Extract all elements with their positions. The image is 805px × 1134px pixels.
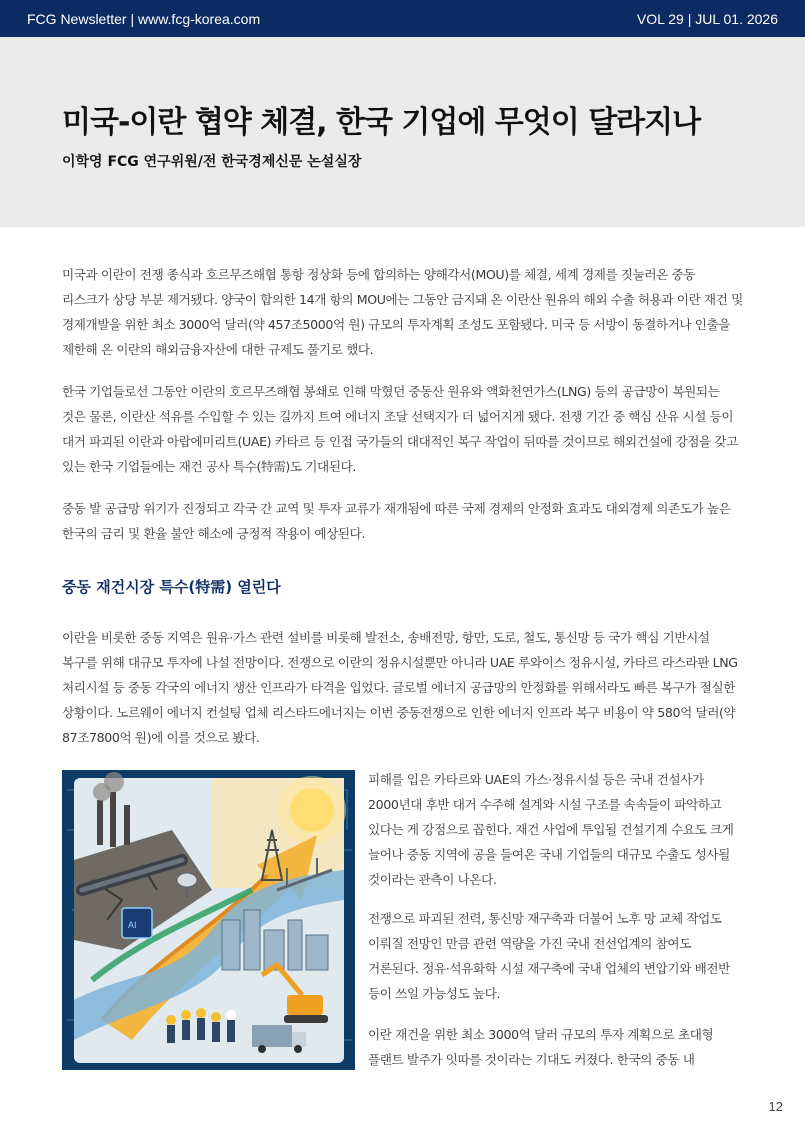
side-paragraph-2: 전쟁으로 파괴된 전력, 통신망 재구축과 더불어 노후 망 교체 작업도 이뤄질 전망인 만큼 관련 역량을 가진 국내 전선업계의 참여도 거론된다. 정유·석유화학 시설 재구축에 국내 업체의 변압기와 배전반 등이 쓰일 가능성도 높다. [368, 911, 730, 1001]
newsletter-site-label: FCG Newsletter | www.fcg-korea.com [27, 11, 261, 27]
illustration-svg [62, 770, 355, 1070]
page-number: 12 [768, 1099, 783, 1114]
issue-info: VOL 29 | JUL 01. 2026 [636, 11, 778, 27]
ai-chip-label: AI [128, 920, 137, 930]
body-paragraph-4: 이란을 비롯한 중동 지역은 원유·가스 관련 설비를 비롯해 발전소, 송배전망, 항만, 도로, 철도, 통신망 등 국가 핵심 기반시설 복구를 위해 대규모 투자에 나설 전망이다. 전쟁으로 이란의 정유시설뿐만 아니라 UAE 루와이스 정유시설, 카타르 라스라판 LNG 처리시설 등 중동 각국의 에너지 생산 인프라가 타격을 입었다. 글로벌 에너지 공급망의 안정화를 위해서라도 빠른 복구가 절실한 상황이다. 노르웨이 에너지 컨설팅 업체 리스타드에너지는 이번 중동전쟁으로 인한 에너지 인프라 복구 비용이 약 580억 달러(약 87조7800억 원)에 이를 것으로 봤다. [62, 630, 738, 745]
article-title: 미국-이란 협약 체결, 한국 기업에 무엇이 달라지나 [62, 105, 701, 140]
side-paragraph-3: 이란 재건을 위한 최소 3000억 달러 규모의 투자 계획으로 초대형 플랜트 발주가 잇따를 것이라는 기대도 커졌다. 한국의 중동 내 [368, 1027, 714, 1067]
body-paragraph-1: 미국과 이란이 전쟁 종식과 호르무즈해협 통항 정상화 등에 합의하는 양해각서(MOU)를 체결, 세계 경제를 짓눌러온 중동 리스크가 상당 부분 제거됐다. 양국이 합의한 14개 항의 MOU에는 그동안 금지돼 온 이란산 원유의 해외 수출 허용과 이란 재건 및 경제개발을 위한 최소 3000억 달러(약 457조5000억 원) 규모의 투자계획 조성도 포함됐다. 미국 등 서방이 동결하거나 인출을 제한해 온 이란의 해외금융자산에 대한 규제도 풀기로 했다. [62, 267, 743, 357]
title-banner [0, 37, 805, 227]
newsletter-header-bar [0, 0, 805, 37]
article-author: 이학영 FCG 연구위원/전 한국경제신문 논설실장 [62, 154, 362, 170]
section-heading: 중동 재건시장 특수(特需) 열린다 [62, 578, 281, 596]
body-paragraph-3: 중동 발 공급망 위기가 진정되고 각국 간 교역 및 투자 교류가 재개됨에 따른 국제 경제의 안정화 효과도 대외경제 의존도가 높은 한국의 금리 및 환율 불안 해소에 긍정적 작용이 예상된다. [62, 501, 731, 541]
reconstruction-illustration [62, 770, 355, 1070]
body-paragraph-2: 한국 기업들로선 그동안 이란의 호르무즈해협 봉쇄로 인해 막혔던 중동산 원유와 액화천연가스(LNG) 등의 공급망이 복원되는 것은 물론, 이란산 석유를 수입할 수 있는 길까지 트여 에너지 조달 선택지가 더 넓어지게 됐다. 전쟁 기간 중 핵심 산유 시설 등이 대거 파괴된 이란과 아랍에미리트(UAE) 카타르 등 인접 국가들의 대대적인 복구 작업이 뒤따를 것이므로 해외건설에 강점을 갖고 있는 한국 기업들에는 재건 공사 특수(特需)도 기대된다. [62, 384, 738, 474]
side-paragraph-1: 피해를 입은 카타르와 UAE의 가스·정유시설 등은 국내 건설사가 2000년대 후반 대거 수주해 설계와 시설 구조를 속속들이 파악하고 있다는 게 강점으로 꼽힌다. 재건 사업에 투입될 건설기계 수요도 크게 늘어나 중동 지역에 공을 들여온 국내 기업들의 대규모 수출도 성사될 것이라는 관측이 나온다. [368, 772, 734, 887]
